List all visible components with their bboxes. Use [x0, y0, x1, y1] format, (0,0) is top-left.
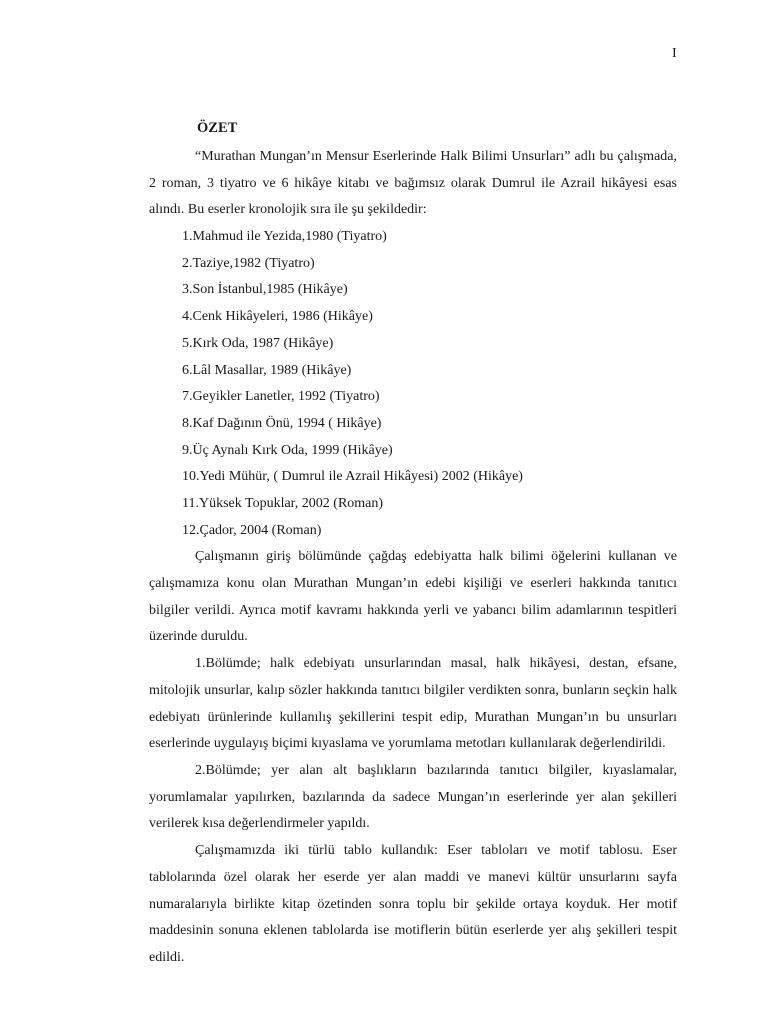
body-paragraph: Çalışmanın giriş bölümünde çağdaş edebiyatta halk bilimi öğelerini kullanan ve çalışmamıza konu olan Murathan Mungan’ın edebi kişiliği ve eserleri hakkında tanıtıcı bilgiler verildi. Ayrıca motif kavramı hakkında yerli ve yabancı bilim adamlarının tespitleri üzerinde duruldu. — [149, 549, 677, 645]
document-body — [149, 117, 677, 972]
body-paragraph: 1.Bölümde; halk edebiyatı unsurlarından masal, halk hikâyesi, destan, efsane, mitolojik unsurlar, kalıp sözler hakkında tanıtıcı bilgiler verdikten sonra, bunların seçkin halk edebiyatı ürünlerinde kullanılış şekillerini tespit edip, Murathan Mungan’ın bu unsurları eserlerinde uygulayış biçimi kıyaslama ve yorumlama metotları kullanılarak değerlendirildi. — [149, 656, 677, 752]
list-item: 4.Cenk Hikâyeleri, 1986 (Hikâye) — [182, 309, 373, 325]
page-number: I — [672, 46, 677, 61]
list-item: 9.Üç Aynalı Kırk Oda, 1999 (Hikâye) — [182, 442, 393, 458]
list-item: 7.Geyikler Lanetler, 1992 (Tiyatro) — [182, 389, 380, 405]
section-heading: ÖZET — [197, 120, 238, 136]
works-list — [149, 224, 677, 544]
list-item: 6.Lâl Masallar, 1989 (Hikâye) — [182, 362, 352, 378]
list-item: 12.Çador, 2004 (Roman) — [182, 522, 322, 538]
intro-paragraph: “Murathan Mungan’ın Mensur Eserlerinde Halk Bilimi Unsurları” adlı bu çalışmada, 2 roman, 3 tiyatro ve 6 hikâye kitabı ve bağımsız olarak Dumrul ile Azrail hikâyesi esas alındı. Bu eserler kronolojik sıra ile şu şekildedir: — [149, 149, 677, 218]
list-item: 8.Kaf Dağının Önü, 1994 ( Hikâye) — [182, 415, 382, 431]
list-item: 1.Mahmud ile Yezida,1980 (Tiyatro) — [182, 229, 387, 245]
list-item: 10.Yedi Mühür, ( Dumrul ile Azrail Hikâyesi) 2002 (Hikâye) — [182, 469, 523, 485]
list-item: 2.Taziye,1982 (Tiyatro) — [182, 255, 315, 271]
body-paragraph: Çalışmamızda iki türlü tablo kullandık: Eser tabloları ve motif tablosu. Eser tablolarında özel olarak her eserde yer alan maddi ve manevi kültür unsurlarını sayfa numaralarıyla birlikte kitap özetinden sonra toplu bir şekilde ortaya koyduk. Her motif maddesinin sonuna eklenen tablolarda ise motiflerin bütün eserlerde yer alış şekilleri tespit edildi. — [149, 843, 677, 965]
body-paragraph: 2.Bölümde; yer alan alt başlıkların bazılarında tanıtıcı bilgiler, kıyaslamalar, yorumlamalar yapılırken, bazılarında da sadece Mungan’ın eserlerinde yer alan şekilleri verilerek kısa değerlendirmeler yapıldı. — [149, 762, 677, 832]
list-item: 11.Yüksek Topuklar, 2002 (Roman) — [182, 495, 384, 511]
list-item: 5.Kırk Oda, 1987 (Hikâye) — [182, 335, 334, 351]
list-item: 3.Son İstanbul,1985 (Hikâye) — [182, 282, 348, 298]
